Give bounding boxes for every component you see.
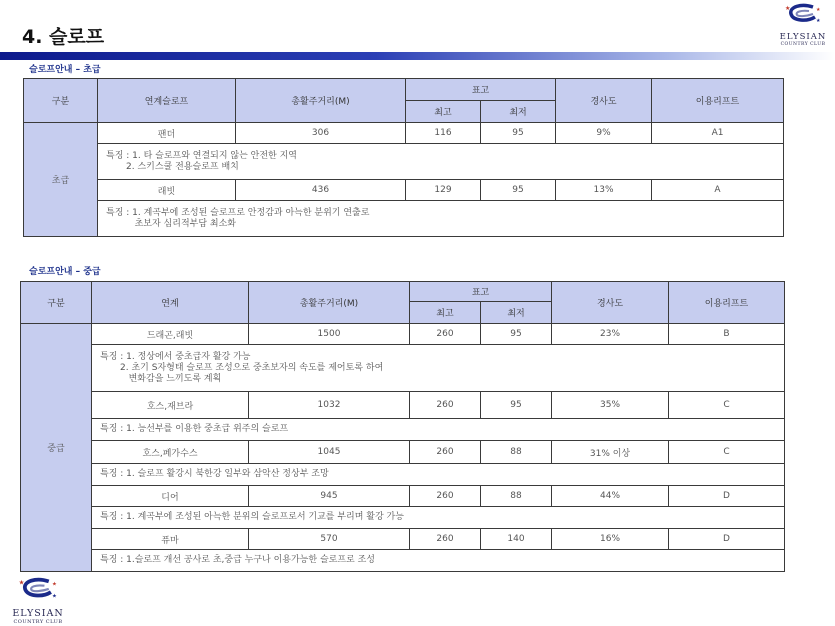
header-length: 총활주거리(M) — [236, 79, 406, 123]
feature-row — [21, 507, 785, 529]
beginner-slope-table — [23, 78, 784, 237]
feature-line: 특징 : 1.슬로프 개선 공사로 초,중급 누구나 이용가능한 슬로프로 조성 — [100, 555, 375, 565]
header-lift: 이용리프트 — [652, 79, 784, 123]
slope-gradient: 16% — [552, 529, 669, 550]
slope-max: 260 — [410, 529, 481, 550]
elysian-logo-bottom — [2, 576, 74, 625]
svg-text:★: ★ — [816, 7, 821, 13]
feature-line: 변화감을 느끼도록 계획 — [100, 373, 222, 384]
feature-row — [21, 464, 785, 486]
slope-feature — [92, 550, 785, 572]
slope-min: 95 — [481, 123, 556, 144]
slope-length: 945 — [249, 486, 410, 507]
feature-row — [24, 144, 784, 180]
level-cell: 초급 — [24, 123, 98, 237]
feature-line: 초보자 심리적부담 최소화 — [106, 218, 236, 229]
slope-max: 260 — [410, 324, 481, 345]
table-row — [24, 180, 784, 201]
slope-gradient: 31% 이상 — [552, 441, 669, 464]
logo-subtitle: COUNTRY CLUB — [780, 42, 826, 47]
slope-name: 호스,재브라 — [92, 392, 249, 419]
slope-min: 88 — [481, 441, 552, 464]
svg-text:★: ★ — [52, 581, 57, 588]
slope-length: 1045 — [249, 441, 410, 464]
header-lift: 이용리프트 — [669, 282, 785, 324]
table-row — [21, 529, 785, 550]
table-row — [24, 123, 784, 144]
logo-name: ELYSIAN — [779, 32, 827, 42]
feature-line: 2. 스키스쿨 전용슬로프 배치 — [106, 161, 239, 172]
feature-line: 특징 : 1. 계곡부에 조성된 슬로프로 안정감과 아늑한 분위기 연출로 — [106, 207, 370, 218]
slope-name: 드래곤,래빗 — [92, 324, 249, 345]
header-length: 총활주거리(M) — [249, 282, 410, 324]
slope-name: 호스,페가수스 — [92, 441, 249, 464]
feature-line: 특징 : 1. 능선부를 이용한 중초급 위주의 슬로프 — [100, 424, 289, 434]
header-slope: 연계 — [92, 282, 249, 324]
header-gradient: 경사도 — [552, 282, 669, 324]
header-category: 구분 — [24, 79, 98, 123]
slope-length: 1500 — [249, 324, 410, 345]
slope-min: 95 — [481, 324, 552, 345]
slope-feature — [92, 507, 785, 529]
svg-text:★: ★ — [816, 18, 821, 24]
header-gradient: 경사도 — [556, 79, 652, 123]
slope-gradient: 44% — [552, 486, 669, 507]
feature-row — [21, 550, 785, 572]
slope-min: 95 — [481, 392, 552, 419]
slope-max: 129 — [406, 180, 481, 201]
slope-min: 140 — [481, 529, 552, 550]
table-row — [21, 392, 785, 419]
feature-line: 특징 : 1. 슬로프 활강시 북한강 일부와 삼악산 정상부 조망 — [100, 469, 329, 479]
slope-feature — [92, 345, 785, 392]
svg-text:★: ★ — [785, 5, 791, 12]
header-min: 최저 — [481, 101, 556, 123]
slope-lift: C — [669, 441, 785, 464]
slope-feature — [98, 144, 784, 180]
slope-length: 436 — [236, 180, 406, 201]
svg-text:★: ★ — [18, 578, 25, 587]
feature-line: 2. 초기 S자형태 슬로프 조성으로 중초보자의 속도를 제어토록 하여 — [100, 362, 384, 373]
feature-row — [24, 201, 784, 237]
slope-lift: A1 — [652, 123, 784, 144]
slope-length: 570 — [249, 529, 410, 550]
slope-gradient: 23% — [552, 324, 669, 345]
slope-max: 116 — [406, 123, 481, 144]
slope-max: 260 — [410, 486, 481, 507]
slope-max: 260 — [410, 441, 481, 464]
level-cell: 중급 — [21, 324, 92, 572]
slope-gradient: 35% — [552, 392, 669, 419]
header-max: 최고 — [406, 101, 481, 123]
intermediate-section-label: 슬로프안내 – 중급 — [29, 267, 101, 277]
slope-feature — [98, 201, 784, 237]
logo-emblem-icon — [16, 576, 60, 604]
slope-gradient: 9% — [556, 123, 652, 144]
slope-min: 88 — [481, 486, 552, 507]
header-min: 최저 — [481, 302, 552, 324]
slope-lift: D — [669, 529, 785, 550]
page-title: 4. 슬로프 — [22, 26, 105, 48]
slope-name: 래빗 — [98, 180, 236, 201]
header-category: 구분 — [21, 282, 92, 324]
feature-line: 특징 : 1. 정상에서 중초급자 활강 가능 — [100, 351, 251, 362]
slope-min: 95 — [481, 180, 556, 201]
slope-max: 260 — [410, 392, 481, 419]
slope-feature — [92, 419, 785, 441]
slope-name: 디어 — [92, 486, 249, 507]
slope-lift: C — [669, 392, 785, 419]
slope-lift: A — [652, 180, 784, 201]
beginner-section-label: 슬로프안내 – 초급 — [29, 65, 101, 75]
slope-lift: D — [669, 486, 785, 507]
logo-name: ELYSIAN — [12, 608, 64, 619]
title-underline-bar — [0, 52, 835, 60]
elysian-logo-top — [772, 2, 834, 47]
slope-gradient: 13% — [556, 180, 652, 201]
feature-line: 특징 : 1. 타 슬로프와 연결되지 않는 안전한 지역 — [106, 150, 297, 161]
header-max: 최고 — [410, 302, 481, 324]
feature-row — [21, 345, 785, 392]
table-row — [21, 441, 785, 464]
slope-length: 306 — [236, 123, 406, 144]
table-row — [21, 324, 785, 345]
header-slope: 연계슬로프 — [98, 79, 236, 123]
intermediate-slope-table — [20, 281, 785, 572]
table-row — [21, 486, 785, 507]
slope-lift: B — [669, 324, 785, 345]
slope-feature — [92, 464, 785, 486]
logo-subtitle: COUNTRY CLUB — [13, 619, 63, 625]
feature-row — [21, 419, 785, 441]
slope-length: 1032 — [249, 392, 410, 419]
header-elevation: 표고 — [406, 79, 556, 101]
logo-emblem-icon — [783, 2, 823, 28]
svg-text:★: ★ — [52, 593, 57, 600]
slope-name: 퓨마 — [92, 529, 249, 550]
feature-line: 특징 : 1. 계곡부에 조성된 아늑한 분위의 슬로프로서 기교를 부리며 활강 가능 — [100, 512, 404, 522]
header-elevation: 표고 — [410, 282, 552, 302]
slope-name: 팬더 — [98, 123, 236, 144]
